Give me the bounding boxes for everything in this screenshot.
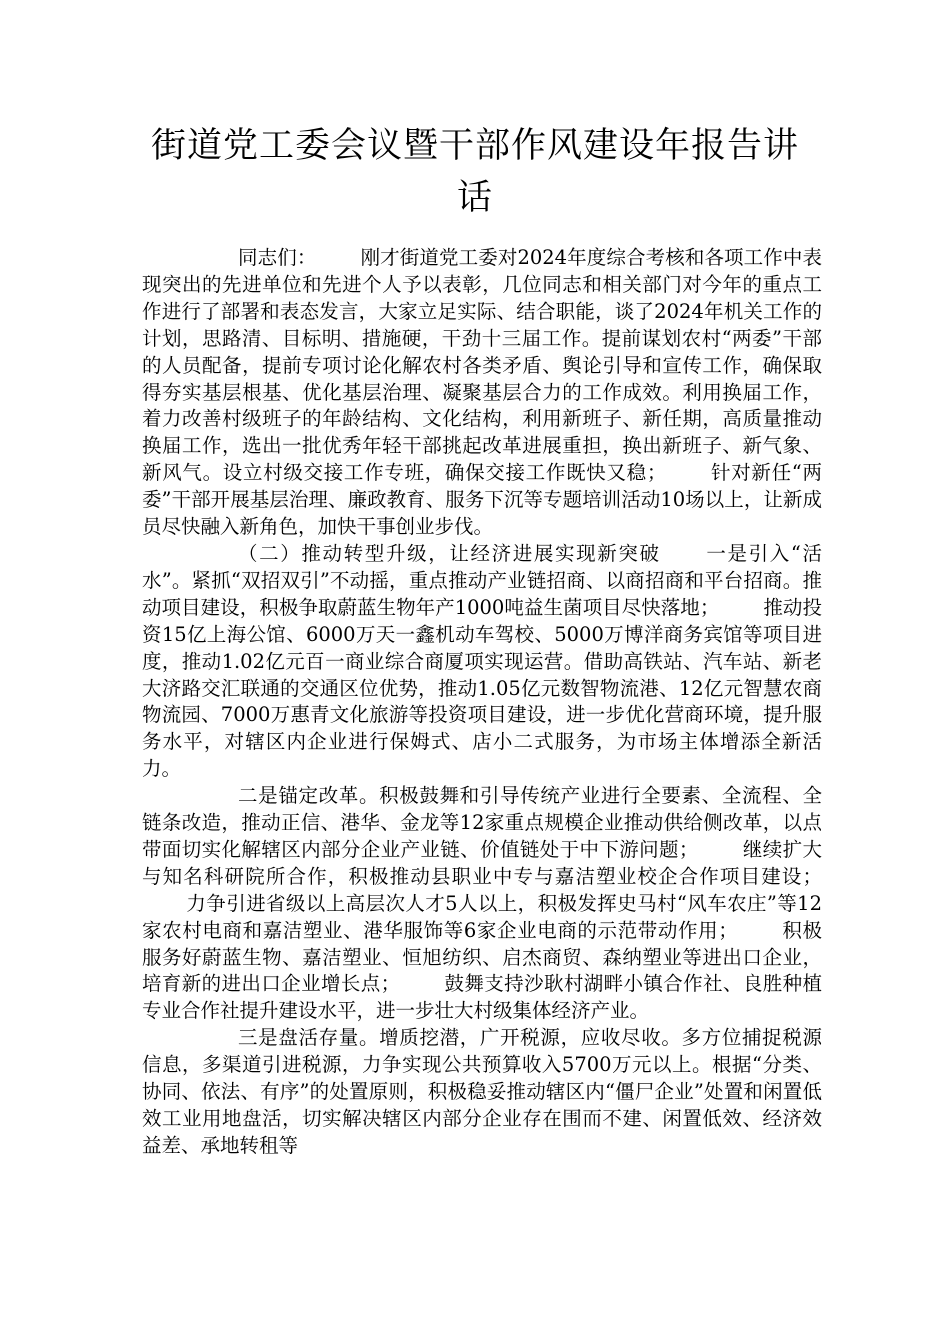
reform-text: 二是锚定改革。积极鼓舞和引导传统产业进行全要素、全流程、全链条改造，推动正信、港华、金龙等12家重点规模企业推动供给侧改革，以点带面切实化解辖区内部分企业产业链、价值链处于中下游问题；: [142, 784, 822, 861]
paragraph-section-two: [142, 541, 822, 783]
paragraph-stock: [142, 1025, 822, 1160]
reform-text-3: 力争引进省级以上高层次人才5人以上，积极发挥史马村“风车农庄”等12家农村电商和嘉洁塑业、港华服饰等6家企业电商的示范带动作用；: [142, 891, 822, 942]
reform-text-2: 继续扩大与知名科研院所合作，积极推动县职业中专与嘉洁塑业校企合作项目建设；: [142, 837, 822, 888]
document-body: [142, 245, 822, 1160]
reform-text-4: 积极服务好蔚蓝生物、嘉洁塑业、恒旭纺织、启杰商贸、森纳塑业等进出口企业，培育新的进出口企业增长点；: [142, 918, 822, 996]
paragraph-reform: [142, 783, 822, 1025]
section-two-text-continued: 推动投资15亿上海公馆、6000万天一鑫机动车驾校、5000万博洋商务宾馆等项目进度，推动1.02亿元百一商业综合商厦项实现运营。借助高铁站、汽车站、新老大济路交汇联通的交通区位优势，推动1.05亿元数智物流港、12亿元智慧农商物流园、7000万惠青文化旅游等投资项目建设，进一步优化营商环境，提升服务水平，对辖区内企业进行保姆式、店小二式服务，为市场主体增添全新活力。: [142, 595, 822, 781]
section-two-text: 一是引入“活水”。紧抓“双招双引”不动摇，重点推动产业链招商、以商招商和平台招商。推动项目建设，积极争取蔚蓝生物年产1000吨益生菌项目尽快落地；: [142, 541, 822, 619]
salutation: 同志们：: [238, 246, 317, 269]
reform-text-5: 鼓舞支持沙耿村湖畔小镇合作社、良胜种植专业合作社提升建设水平，进一步壮大村级集体经济产业。: [142, 972, 822, 1023]
opening-text: 刚才街道党工委对2024年度综合考核和各项工作中表现突出的先进单位和先进个人予以表彰，几位同志和相关部门对今年的重点工作进行了部署和表态发言，大家立足实际、结合职能，谈了2024年机关工作的计划，思路清、目标明、措施硬，干劲十三届工作。提前谋划农村“两委”干部的人员配备，提前专项讨论化解农村各类矛盾、舆论引导和宣传工作，确保取得夯实基层根基、优化基层治理、凝聚基层合力的工作成效。利用换届工作，着力改善村级班子的年龄结构、文化结构，利用新班子、新任期，高质量推动换届工作，选出一批优秀年轻干部挑起改革进展重担，换出新班子、新气象、新风气。设立村级交接工作专班，确保交接工作既快又稳；: [142, 246, 822, 485]
opening-text-continued: 针对新任“两委”干部开展基层治理、廉政教育、服务下沉等专题培训活动10场以上，让新成员尽快融入新角色，加快干事创业步伐。: [142, 461, 822, 539]
paragraph-opening: [142, 245, 822, 541]
document-title: 街道党工委会议暨干部作风建设年报告讲话: [150, 126, 799, 218]
stock-text: 三是盘活存量。增质挖潜，广开税源，应收尽收。多方位捕捉税源信息，多渠道引进税源，力争实现公共预算收入5700万元以上。根据“分类、协同、依法、有序”的处置原则，积极稳妥推动辖区内“僵尸企业”处置和闲置低效工业用地盘活，切实解决辖区内部分企业存在围而不建、闲置低效、经济效益差、承地转租等: [142, 1026, 822, 1157]
section-heading: （二）推动转型升级，让经济进展实现新突破: [238, 541, 661, 565]
